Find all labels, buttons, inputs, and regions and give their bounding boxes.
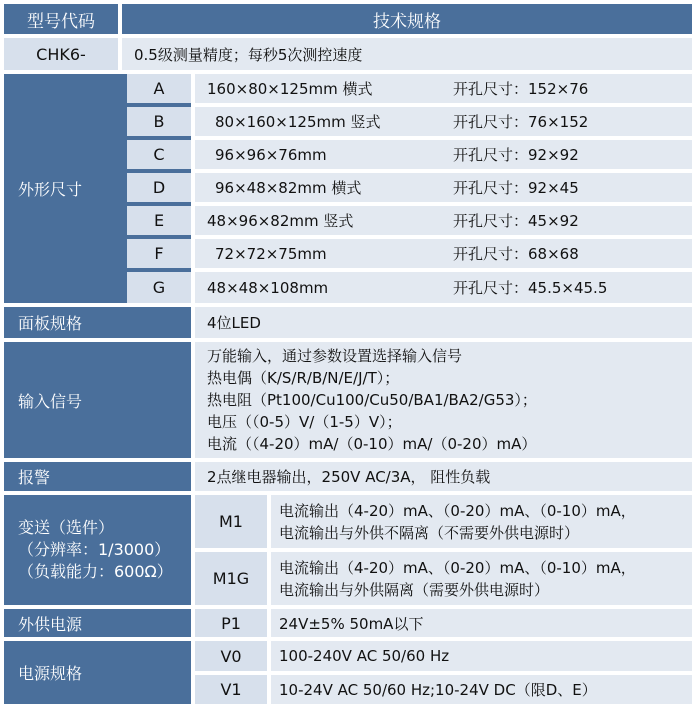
transmit-line: 电流输出与外供不隔离（不需要外供电源时） (279, 523, 580, 542)
input-line: 电压（（0-5）V/（1-5）V）； (207, 413, 402, 431)
dim-code-d: D (127, 173, 191, 202)
ext-power-code: P1 (195, 609, 267, 637)
dim-row-c (195, 140, 692, 169)
transmit-value-m1g (271, 552, 692, 605)
alarm-value: 2点继电器输出，250V AC/3A， 阻性负载 (195, 462, 692, 491)
transmit-value-m1 (271, 495, 692, 548)
dim-size: 96×96×76mm (215, 145, 327, 164)
transmit-code-m1: M1 (195, 495, 267, 548)
input-label: 输入信号 (4, 342, 191, 458)
dim-cutout: 开孔尺寸：68×68 (453, 245, 579, 263)
power-value-v1: 10-24V AC 50/60 Hz;10-24V DC（限D、E） (271, 675, 692, 704)
power-code-v0: V0 (195, 641, 267, 671)
transmit-line: 电流输出（4-20）mA、（0-20）mA、（0-10）mA， (279, 558, 636, 577)
dim-size: 72×72×75mm (215, 244, 327, 263)
header-model-code: 型号代码 (4, 4, 118, 34)
power-value-v0: 100-240V AC 50/60 Hz (271, 641, 692, 671)
alarm-label: 报警 (4, 462, 191, 491)
dimensions-label: 外形尺寸 (4, 74, 191, 303)
dim-code-e: E (127, 206, 191, 235)
transmit-line: 电流输出与外供隔离（需要外供电源时） (279, 580, 550, 599)
panel-value: 4位LED (195, 307, 692, 338)
dim-row-g (195, 272, 692, 303)
dim-code-b: B (127, 107, 191, 136)
transmit-label (4, 495, 191, 605)
dim-size: 160×80×125mm 横式 (207, 80, 373, 98)
transmit-code-m1g: M1G (195, 552, 267, 605)
dim-size: 48×96×82mm 竖式 (207, 212, 354, 230)
input-line: 电流（（4-20）mA/（0-10）mA/（0-20）mA） (207, 435, 537, 453)
dim-cutout: 开孔尺寸：92×92 (453, 146, 579, 164)
input-line: 热电阻（Pt100/Cu100/Cu50/BA1/BA2/G53）； (207, 391, 537, 409)
ext-power-label: 外供电源 (4, 609, 191, 637)
dim-row-a (195, 74, 692, 103)
input-values (195, 342, 692, 458)
ext-power-value: 24V±5% 50mA以下 (271, 609, 692, 637)
model-description: 0.5级测量精度；每秒5次测控速度 (122, 38, 692, 70)
panel-label: 面板规格 (4, 307, 191, 338)
dim-cutout: 开孔尺寸：45.5×45.5 (453, 279, 608, 297)
dim-code-a: A (127, 74, 191, 103)
dim-size: 48×48×108mm (207, 278, 329, 297)
dim-code-g: G (127, 272, 191, 303)
input-line: 万能输入，通过参数设置选择输入信号 (207, 347, 463, 365)
dim-row-e (195, 206, 692, 235)
dim-size: 96×48×82mm 横式 (215, 179, 362, 197)
model-code: CHK6- (4, 38, 118, 70)
dim-cutout: 开孔尺寸：45×92 (453, 212, 579, 230)
transmit-line: 电流输出（4-20）mA、（0-20）mA、（0-10）mA， (279, 501, 636, 520)
dim-row-d (195, 173, 692, 202)
transmit-label-line: （负载能力：600Ω） (18, 562, 173, 581)
dim-cutout: 开孔尺寸：152×76 (453, 80, 589, 98)
dim-cutout: 开孔尺寸：76×152 (453, 113, 589, 131)
dim-row-b (195, 107, 692, 136)
power-label: 电源规格 (4, 641, 191, 704)
dim-cutout: 开孔尺寸：92×45 (453, 179, 579, 197)
dim-row-f (195, 239, 692, 268)
dim-size: 80×160×125mm 竖式 (215, 113, 381, 131)
input-line: 热电偶（K/S/R/B/N/E/J/T）； (207, 369, 400, 387)
dim-code-c: C (127, 140, 191, 169)
transmit-label-line: 变送（选件） (18, 518, 115, 537)
header-tech-spec: 技术规格 (122, 4, 692, 34)
power-code-v1: V1 (195, 675, 267, 704)
transmit-label-line: （分辨率：1/3000） (18, 540, 171, 559)
dim-code-f: F (127, 239, 191, 268)
